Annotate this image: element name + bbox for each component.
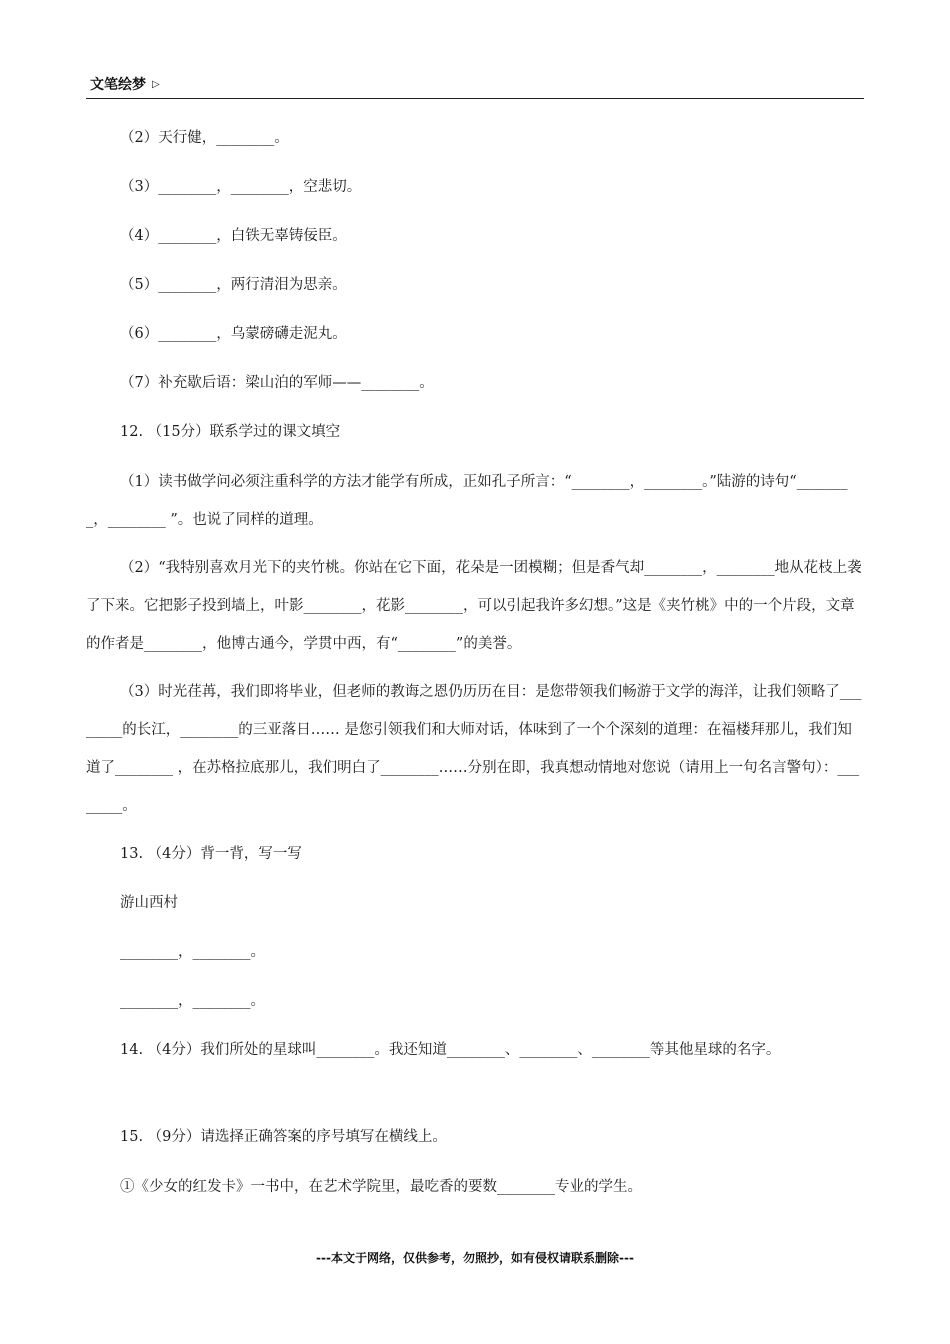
footer-disclaimer: ---本文于网络，仅供参考，勿照抄，如有侵权请联系删除---	[316, 1251, 634, 1265]
item-6: （6）________，乌蒙磅礴走泥丸。	[120, 326, 347, 342]
brand-name: 文笔绘梦	[90, 77, 146, 93]
page-header	[86, 72, 864, 99]
poem-line-2: ________，________。	[120, 993, 265, 1009]
item-3: （3）________，________，空悲切。	[120, 179, 362, 195]
question-12-part-1: （1）读书做学问必须注重科学的方法才能学有所成，正如孔子所言：“________，________。”陆游的诗句“________，________ ”。也说了同样的道理。	[86, 474, 848, 528]
item-4: （4）________，白铁无辜铸佞臣。	[120, 228, 347, 244]
poem-title: 游山西村	[120, 895, 178, 911]
question-12-part-3: （3）时光荏苒，我们即将毕业，但老师的教诲之恩仍历历在目：是您带领我们畅游于文学的海洋，让我们领略了________的长江，________的三亚落日…… 是您引领我们和大师对话，体味到了一个个深刻的道理：在福楼拜那儿，我们知道了________ ，在苏格拉底那儿，我们明白了________……分别在即，我真想动情地对您说（请用上一句名言警句）：________。	[86, 684, 862, 814]
question-15-title: 15. （9分）请选择正确答案的序号填写在横线上。	[120, 1129, 447, 1145]
right-triangle-icon: ▷	[152, 78, 160, 90]
question-12-title: 12. （15分）联系学过的课文填空	[120, 424, 341, 440]
question-15-item-1: ①《少女的红发卡》一书中，在艺术学院里，最吃香的要数________专业的学生。	[120, 1179, 642, 1195]
question-14: 14. （4分）我们所处的星球叫________。我还知道________、________、________等其他星球的名字。	[120, 1042, 781, 1058]
brand-logo	[86, 74, 160, 94]
question-12-part-2: （2）“我特别喜欢月光下的夹竹桃。你站在它下面，花朵是一团模糊；但是香气却________，________地从花枝上袭了下来。它把影子投到墙上，叶影________，花影________，可以引起我许多幻想。”这是《夹竹桃》中的一个片段，文章的作者是________，他博古通今，学贯中西，有“________”的美誉。	[86, 560, 862, 652]
item-7: （7）补充歇后语：梁山泊的军师——________。	[120, 375, 434, 391]
item-5: （5）________，两行清泪为思亲。	[120, 277, 347, 293]
poem-line-1: ________，________。	[120, 944, 265, 960]
item-2: （2）天行健，________。	[120, 130, 289, 146]
question-13-title: 13. （4分）背一背，写一写	[120, 846, 302, 862]
